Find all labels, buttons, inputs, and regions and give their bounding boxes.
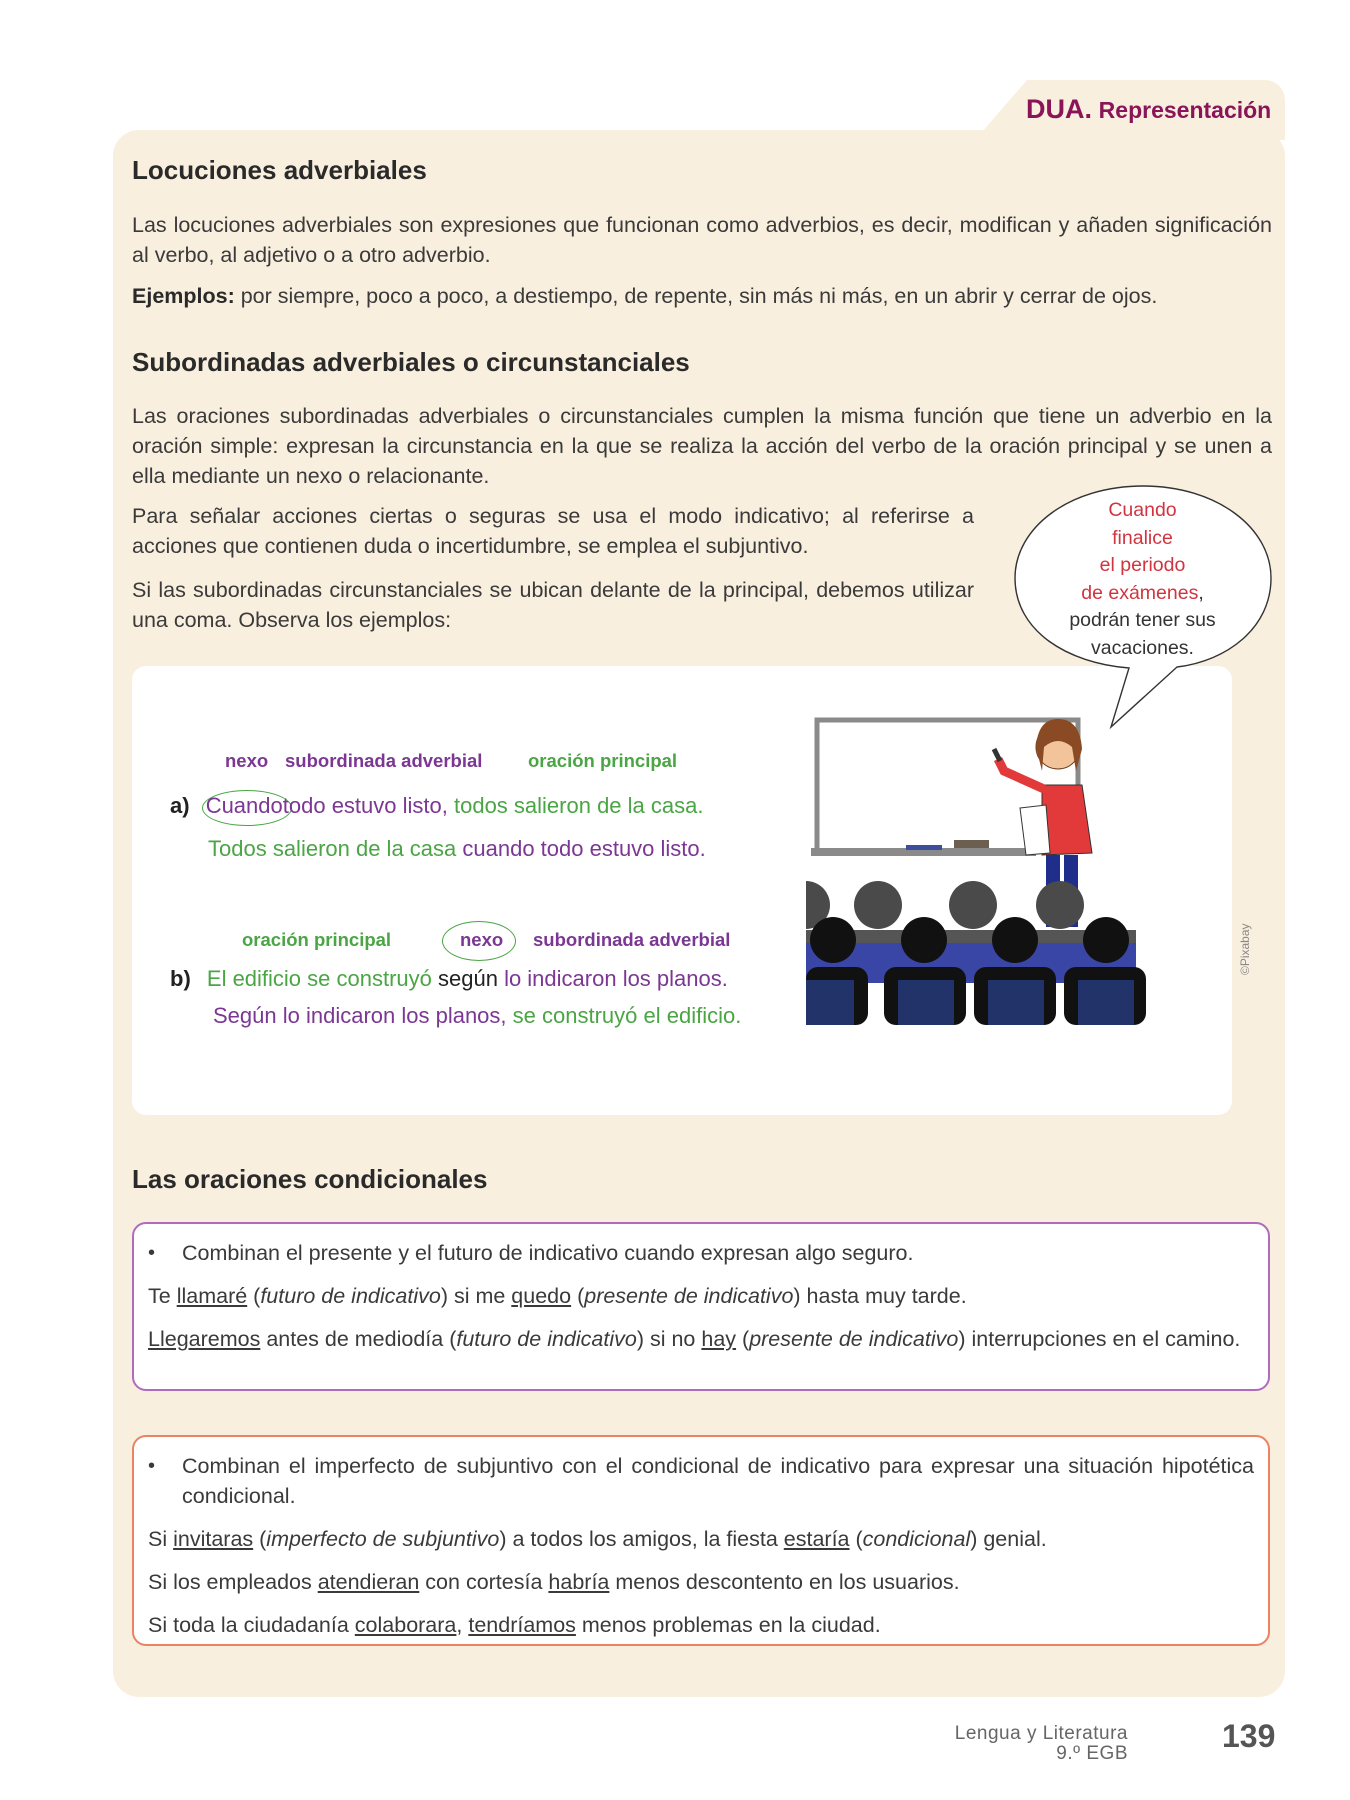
tense-italic: futuro de indicativo [260,1284,441,1308]
bubble-line-4: de exámenes [1081,581,1199,604]
t: menos problemas en la ciudad. [575,1613,881,1637]
example-a-principal: todos salieron de la casa. [447,793,704,818]
box1-example-1 [148,1281,1254,1311]
t: ( [736,1327,750,1351]
example-a2-subordinada: cuando todo estuvo listo. [462,836,706,861]
image-credit: ©Pixabay [1238,923,1252,975]
verb-underlined: tendríamos [468,1613,576,1637]
bullet-icon: • [148,1455,156,1477]
t: Si toda la ciudadanía [148,1613,355,1637]
example-a-nexo: Cuando [205,793,283,818]
verb-underlined: colaborara [354,1613,457,1637]
example-b-principal: El edificio se construyó [206,966,438,991]
t: antes de mediodía ( [260,1327,457,1351]
box2-example-3 [148,1610,1254,1640]
footer-subject [955,1724,1128,1764]
box1-example-2 [148,1324,1254,1354]
footer-grade: 9.º EGB [1056,1743,1128,1764]
verb-underlined: hay [701,1327,737,1351]
speech-bubble-text [1015,497,1270,662]
bubble-line-2: finalice [1112,526,1173,549]
dua-tag-bold: DUA. [1026,94,1092,124]
verb-underlined: estaría [783,1527,850,1551]
label-principal-b: oración principal [242,929,392,950]
label-subordinada-a: subordinada adverbial [285,750,483,771]
tense-italic: presente de indicativo [584,1284,794,1308]
t: ( [253,1527,267,1551]
t: ( [571,1284,585,1308]
verb-underlined: Llegaremos [148,1327,261,1351]
tense-italic: imperfecto de subjuntivo [266,1527,500,1551]
t: Si los empleados [148,1570,318,1594]
example-b-line-1 [170,966,728,992]
t: con cortesía [419,1570,549,1594]
verb-underlined: atendieran [317,1570,420,1594]
example-b-nexo: según [438,966,505,991]
section-title-condicionales: Las oraciones condicionales [132,1164,488,1194]
example-a-marker: a) [170,793,190,818]
examples-label: Ejemplos: [132,284,235,308]
classroom-illustration-icon [806,705,1166,1037]
example-b-marker: b) [170,966,191,991]
examples-text: por siempre, poco a poco, a destiempo, de repente, sin más ni más, en un abrir y cerrar de ojos. [234,284,1158,308]
bubble-line-5: podrán tener sus [1069,609,1216,631]
example-a-line-2 [208,836,706,862]
t: Te [148,1284,177,1308]
bubble-comma: , [1198,581,1204,604]
example-b2-principal: se construyó el edificio. [506,1003,742,1028]
example-a-line-1 [170,793,703,819]
t: ( [247,1284,261,1308]
t: ) interrupciones en el camino. [958,1327,1241,1351]
example-a-subordinada: todo estuvo listo, [282,793,448,818]
bubble-line-6: vacaciones. [1091,636,1194,659]
dua-tag [1026,94,1271,125]
label-nexo-a: nexo [225,750,269,771]
box2-bullet [148,1451,1254,1511]
t: Si [148,1527,174,1551]
tense-italic: futuro de indicativo [456,1327,637,1351]
box2-example-1 [148,1524,1254,1554]
box2-example-2 [148,1567,1254,1597]
section-title-locuciones: Locuciones adverbiales [132,155,427,185]
t: ) a todos los amigos, la fiesta [499,1527,784,1551]
example-b2-subordinada: Según lo indicaron los planos, [213,1003,507,1028]
box1-bullet [148,1238,1254,1268]
t: ( [849,1527,863,1551]
subordinadas-paragraph-3: Si las subordinadas circunstanciales se ubican delante de la principal, debemos utilizar una coma. Observa los ejemplos: [132,578,974,632]
t: , [456,1613,469,1637]
t: ) si no [636,1327,702,1351]
bubble-line-1: Cuando [1108,499,1177,521]
example-b-line-2 [213,1003,741,1029]
verb-underlined: habría [548,1570,610,1594]
tense-italic: presente de indicativo [749,1327,959,1351]
verb-underlined: quedo [511,1284,572,1308]
example-b-subordinada: lo indicaron los planos. [504,966,728,991]
verb-underlined: llamaré [176,1284,248,1308]
label-nexo-b: nexo [460,929,504,950]
label-subordinada-b: subordinada adverbial [533,929,731,950]
box2-bullet-text: Combinan el imperfecto de subjuntivo con el condicional de indicativo para expresar una situación hipotética condicional. [182,1454,1254,1508]
t: ) si me [440,1284,512,1308]
t: menos descontento en los usuarios. [609,1570,960,1594]
label-principal-a: oración principal [528,750,678,771]
conditional-box-subjunctive [132,1435,1270,1646]
locuciones-paragraph: Las locuciones adverbiales son expresiones que funcionan como adverbios, es decir, modifican y añaden significación al verbo, al adjetivo o a otro adverbio. [132,213,1272,267]
bullet-icon: • [148,1242,156,1264]
section-title-subordinadas: Subordinadas adverbiales o circunstanciales [132,347,690,377]
t: ) genial. [970,1527,1047,1551]
subordinadas-paragraph-1: Las oraciones subordinadas adverbiales o circunstanciales cumplen la misma función que tiene un adverbio en la oración simple: expresan la circunstancia en la que se realiza la acción del verbo de la oración principal y se unen a ella mediante un nexo o relacionante. [132,404,1272,488]
tense-italic: condicional [862,1527,971,1551]
page-number: 139 [1222,1718,1276,1754]
conditional-box-indicative [132,1222,1270,1391]
box1-bullet-text: Combinan el presente y el futuro de indicativo cuando expresan algo seguro. [182,1241,914,1265]
t: ) hasta muy tarde. [793,1284,967,1308]
example-a2-principal: Todos salieron de la casa [208,836,463,861]
subordinadas-paragraph-2: Para señalar acciones ciertas o seguras se usa el modo indicativo; al referirse a acciones que contienen duda o incertidumbre, se emplea el subjuntivo. [132,504,974,558]
bubble-line-3: el periodo [1099,554,1186,576]
footer-subject-name: Lengua y Literatura [954,1723,1128,1744]
dua-tag-label: Representación [1098,97,1272,123]
locuciones-examples [132,281,1272,311]
verb-underlined: invitaras [173,1527,254,1551]
